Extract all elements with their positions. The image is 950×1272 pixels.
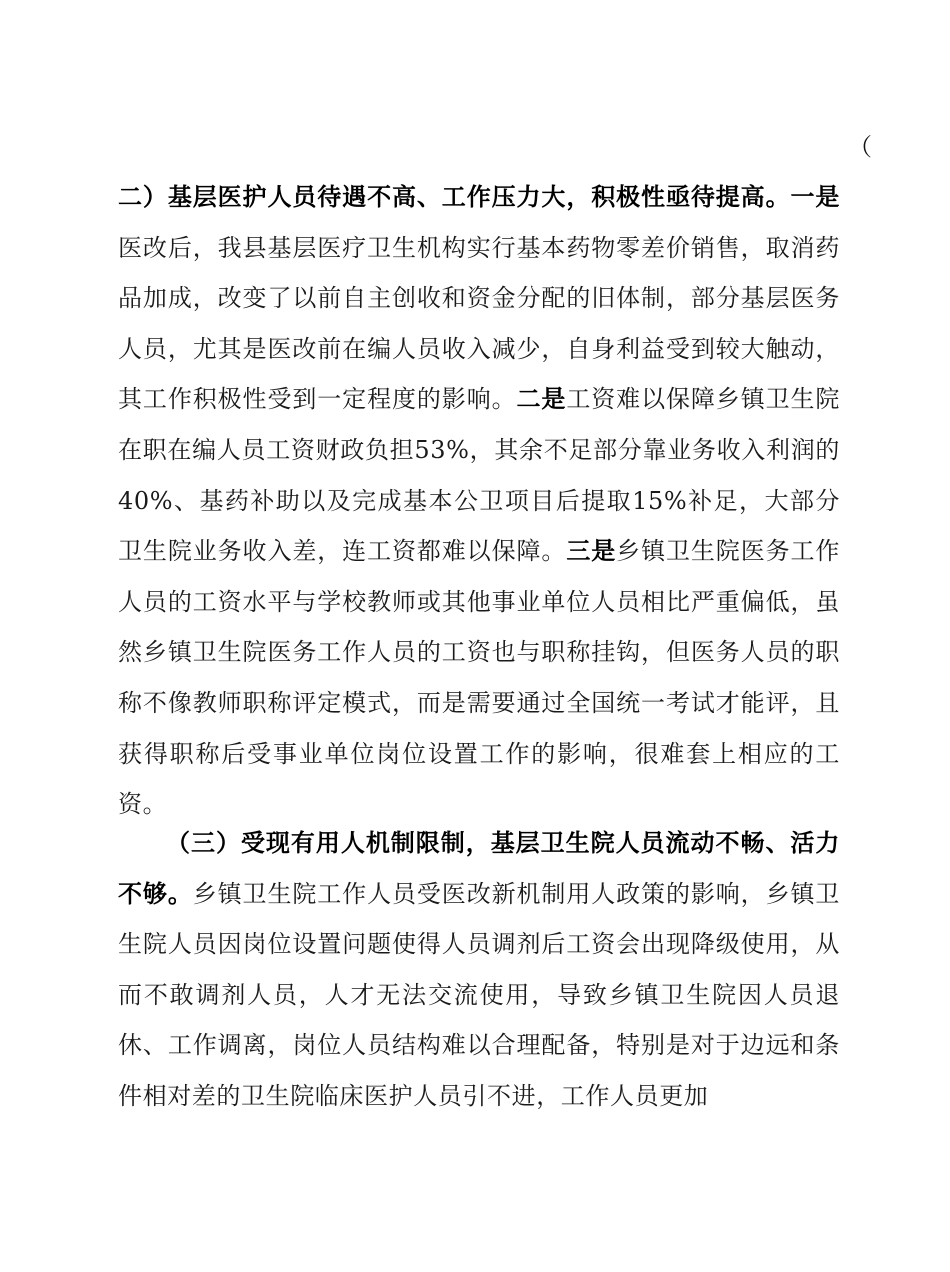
lead-first: 一是 (790, 182, 840, 211)
paragraph-2-body (118, 818, 840, 1122)
text-mobility: 乡镇卫生院工作人员受医改新机制用人政策的影响，乡镇卫生院人员因岗位设置问题使得人员调剂后工资会出现降级使用，从而不敢调剂人员，人才无法交流使用，导致乡镇卫生院因人员退休、工作调离，岗位人员结构难以合理配备，特别是对于边远和条件相对差的卫生院临床医护人员引不进，工作人员更加 (118, 879, 840, 1110)
text-third-point: 乡镇卫生院医务工作人员的工资水平与学校教师或其他事业单位人员相比严重偏低，虽然乡镇卫生院医务工作人员的工资也与职称挂钩，但医务人员的职称不像教师职称评定模式，而是需要通过全国统一考试才能评，且获得职称后受事业单位岗位设置工作的影响，很难套上相应的工资。 (118, 537, 841, 819)
lead-third: 三是 (566, 536, 617, 566)
section-heading-3: （三）受现有用人机制限制，基层卫生院人员流动不畅、活力不够。 (118, 828, 840, 908)
stray-parenthesis: （ (848, 133, 872, 161)
text-first-point: 医改后，我县基层医疗卫生机构实行基本药物零差价销售，取消药品加成，改变了以前自主创收和资金分配的旧体制，部分基层医务人员，尤其是医改前在编人员收入减少，自身利益受到较大触动，其工作积极性受到一定程度的影响。 (118, 233, 840, 414)
paragraph-mobility (118, 818, 840, 1122)
paragraph-1-body (118, 172, 840, 830)
paragraph-benefits (118, 172, 840, 830)
section-heading-2: 二）基层医护人员待遇不高、工作压力大，积极性亟待提高。 (118, 182, 791, 211)
text-second-point: 工资难以保障乡镇卫生院在职在编人员工资财政负担53%，其余不足部分靠业务收入利润的40%、基药补助以及完成基本公卫项目后提取15%补足，大部分卫生院业务收入差，连工资都难以保障。 (118, 385, 841, 566)
lead-second: 二是 (516, 384, 567, 414)
